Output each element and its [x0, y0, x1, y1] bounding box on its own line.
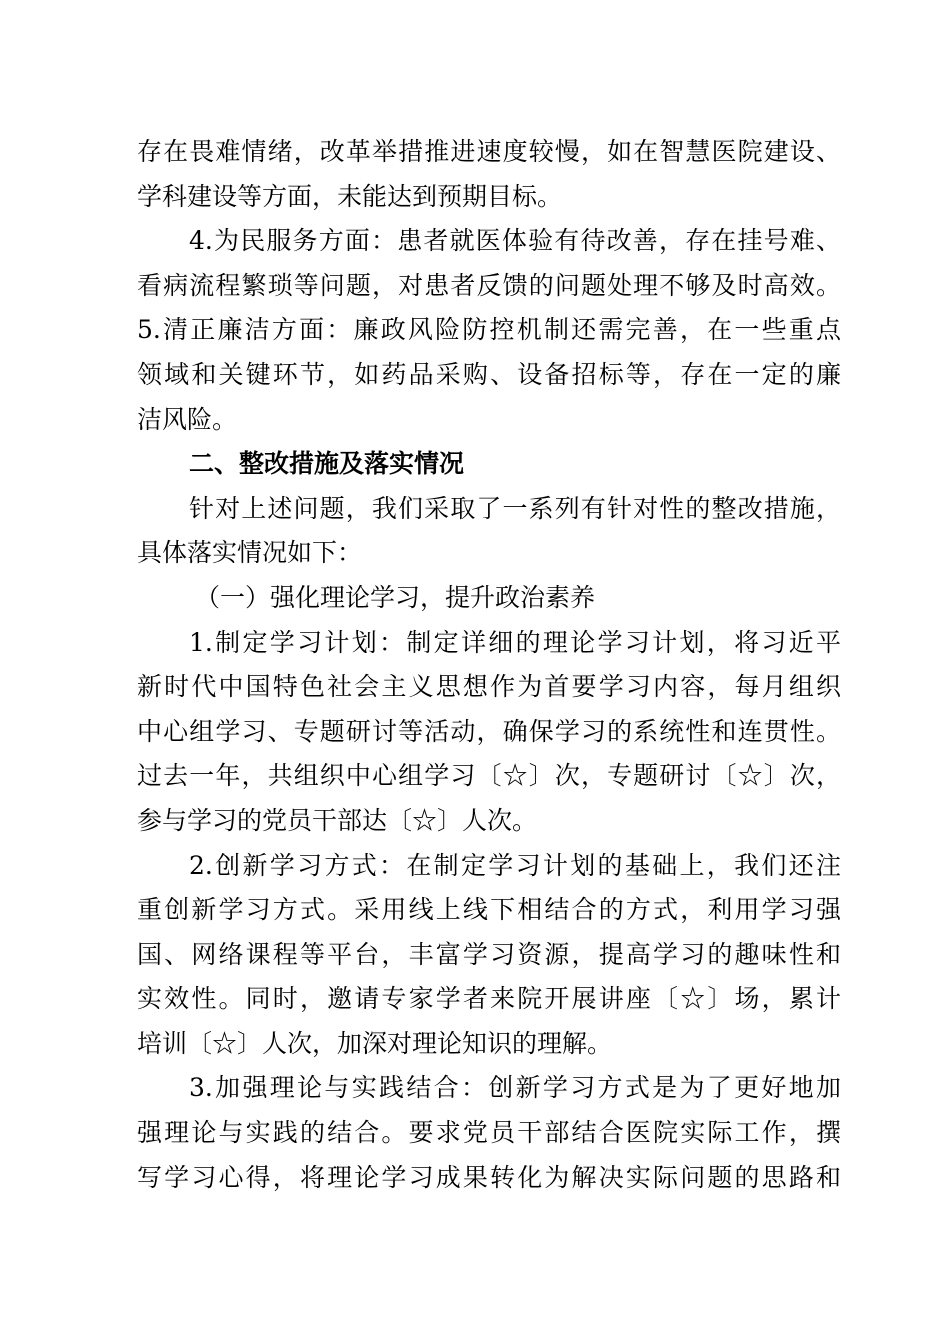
text-line: 写学习心得，将理论学习成果转化为解决实际问题的思路和 [137, 1162, 841, 1192]
document-body [137, 130, 841, 1200]
text-line: 领域和关键环节，如药品采购、设备招标等，存在一定的廉 [137, 359, 841, 389]
text-line: 4.为民服务方面：患者就医体验有待改善，存在挂号难、 [189, 226, 841, 256]
text-line: 具体落实情况如下： [137, 538, 363, 568]
text-line: 新时代中国特色社会主义思想作为首要学习内容，每月组织 [137, 672, 841, 702]
text-line: 学科建设等方面，未能达到预期目标。 [137, 181, 563, 211]
text-line: 参与学习的党员干部达〔☆〕人次。 [137, 805, 538, 835]
text-line: 中心组学习、专题研讨等活动，确保学习的系统性和连贯性。 [137, 716, 841, 746]
text-line: 3.加强理论与实践结合：创新学习方式是为了更好地加 [189, 1073, 841, 1103]
text-line: 5.清正廉洁方面：廉政风险防控机制还需完善，在一些重点 [137, 315, 841, 345]
text-line: 1.制定学习计划：制定详细的理论学习计划，将习近平 [189, 627, 841, 657]
text-line: 看病流程繁琐等问题，对患者反馈的问题处理不够及时高效。 [137, 270, 841, 300]
text-line: 重创新学习方式。采用线上线下相结合的方式，利用学习强 [137, 895, 841, 925]
text-line: 实效性。同时，邀请专家学者来院开展讲座〔☆〕场，累计 [137, 984, 841, 1014]
text-line: 过去一年，共组织中心组学习〔☆〕次，专题研讨〔☆〕次， [137, 761, 841, 791]
text-line: 洁风险。 [137, 404, 238, 434]
text-line: 存在畏难情绪，改革举措推进速度较慢，如在智慧医院建设、 [137, 137, 841, 166]
section-heading: 二、整改措施及落实情况 [189, 449, 465, 479]
text-line: 强理论与实践的结合。要求党员干部结合医院实际工作，撰 [137, 1118, 841, 1148]
text-line: 培训〔☆〕人次，加深对理论知识的理解。 [137, 1028, 613, 1058]
text-line: 国、网络课程等平台，丰富学习资源，提高学习的趣味性和 [137, 939, 841, 969]
text-line: 针对上述问题，我们采取了一系列有针对性的整改措施， [189, 493, 841, 523]
text-line: 2.创新学习方式：在制定学习计划的基础上，我们还注 [189, 850, 841, 880]
subsection-heading: （一）强化理论学习，提升政治素养 [195, 582, 596, 612]
